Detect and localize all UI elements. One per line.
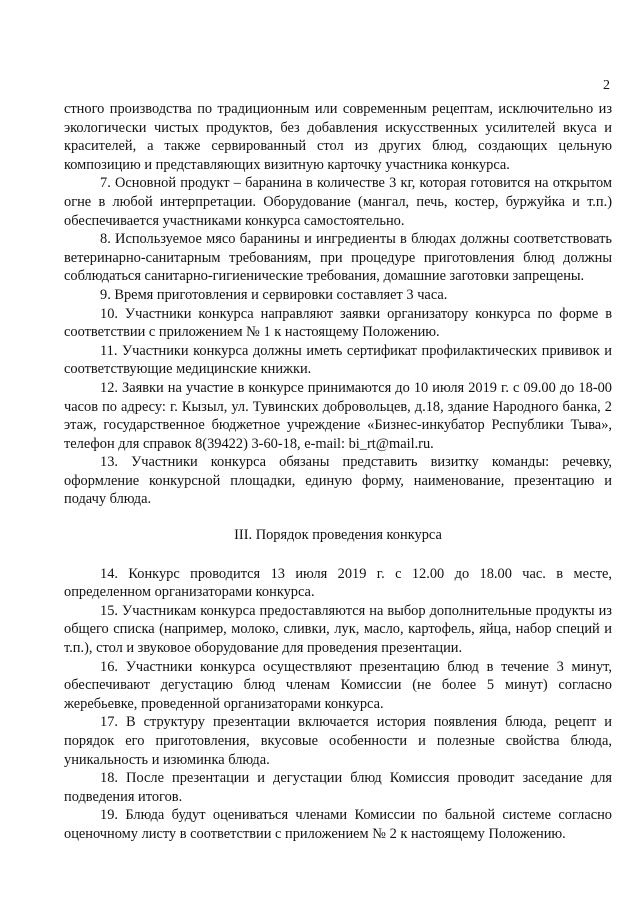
- section-heading: III. Порядок проведения конкурса: [234, 527, 442, 544]
- paragraph-14: 14. Конкурс проводится 13 июля 2019 г. с 12.00 до 18.00 час. в месте, определенном организаторами конкурса.: [64, 565, 612, 601]
- page-number: 2: [603, 78, 610, 93]
- paragraph-13: 13. Участники конкурса обязаны представить визитку команды: речевку, оформление конкурсной площадки, единую форму, наименование, презентацию и подачу блюда.: [64, 454, 612, 508]
- paragraph-6-continued: стного производства по традиционным или современным рецептам, исключительно из экологически чистых продуктов, без добавления искусственных усилителей вкуса и красителей, а также сервированный стол из других блюд, создающих цельную композицию и представляющих визитную карточку участника конкурса.: [64, 101, 612, 173]
- paragraph-7: 7. Основной продукт – баранина в количестве 3 кг, которая готовится на открытом огне в любой интерпретации. Оборудование (мангал, печь, костер, буржуйка и т.п.) обеспечивается участниками конкурса самостоятельно.: [64, 175, 612, 229]
- paragraph-16: 16. Участники конкурса осуществляют презентацию блюд в течение 3 минут, обеспечивают дегустацию блюд членам Комиссии (не более 5 минут) согласно жеребьевке, проведенной организаторами конкурса.: [64, 658, 612, 712]
- paragraph-17: 17. В структуру презентации включается история появления блюда, рецепт и порядок его приготовления, вкусовые особенности и полезные свойства блюда, уникальность и изюминка блюда.: [64, 714, 612, 768]
- paragraph-19: 19. Блюда будут оцениваться членами Комиссии по бальной системе согласно оценочному листу в соответствии с приложением № 2 к настоящему Положению.: [64, 807, 612, 842]
- paragraph-9: 9. Время приготовления и сервировки составляет 3 часа.: [100, 286, 448, 303]
- paragraph-11: 11. Участники конкурса должны иметь сертификат профилактических прививок и соответствующие медицинские книжки.: [64, 342, 612, 378]
- paragraph-18: 18. После презентации и дегустации блюд Комиссия проводит заседание для подведения итогов.: [64, 770, 612, 805]
- paragraph-10: 10. Участники конкурса направляют заявки организатору конкурса по форме в соответствии с приложением № 1 к настоящему Положению.: [64, 305, 612, 341]
- document-body: [64, 100, 612, 844]
- paragraph-12: 12. Заявки на участие в конкурсе принимаются до 10 июля 2019 г. с 09.00 до 18-00 часов по адресу: г. Кызыл, ул. Тувинских добровольцев, д.18, здание Народного банка, 2 этаж, государственное бюджетное учреждение «Бизнес-инкубатор Республики Тыва», телефон для справок 8(39422) 3-60-18, e-mail: bi_rt@mail.ru.: [64, 379, 612, 452]
- paragraph-8: 8. Используемое мясо баранины и ингредиенты в блюдах должны соответствовать ветеринарно-санитарным требованиям, при процедуре приготовления блюд должны соблюдаться санитарно-гигиенические требования, домашние заготовки запрещены.: [64, 231, 612, 285]
- paragraph-15: 15. Участникам конкурса предоставляются на выбор дополнительные продукты из общего списка (например, молоко, сливки, лук, масло, картофель, яйца, набор специй и т.п.), стол и звуковое оборудование для проведения презентации.: [64, 602, 612, 657]
